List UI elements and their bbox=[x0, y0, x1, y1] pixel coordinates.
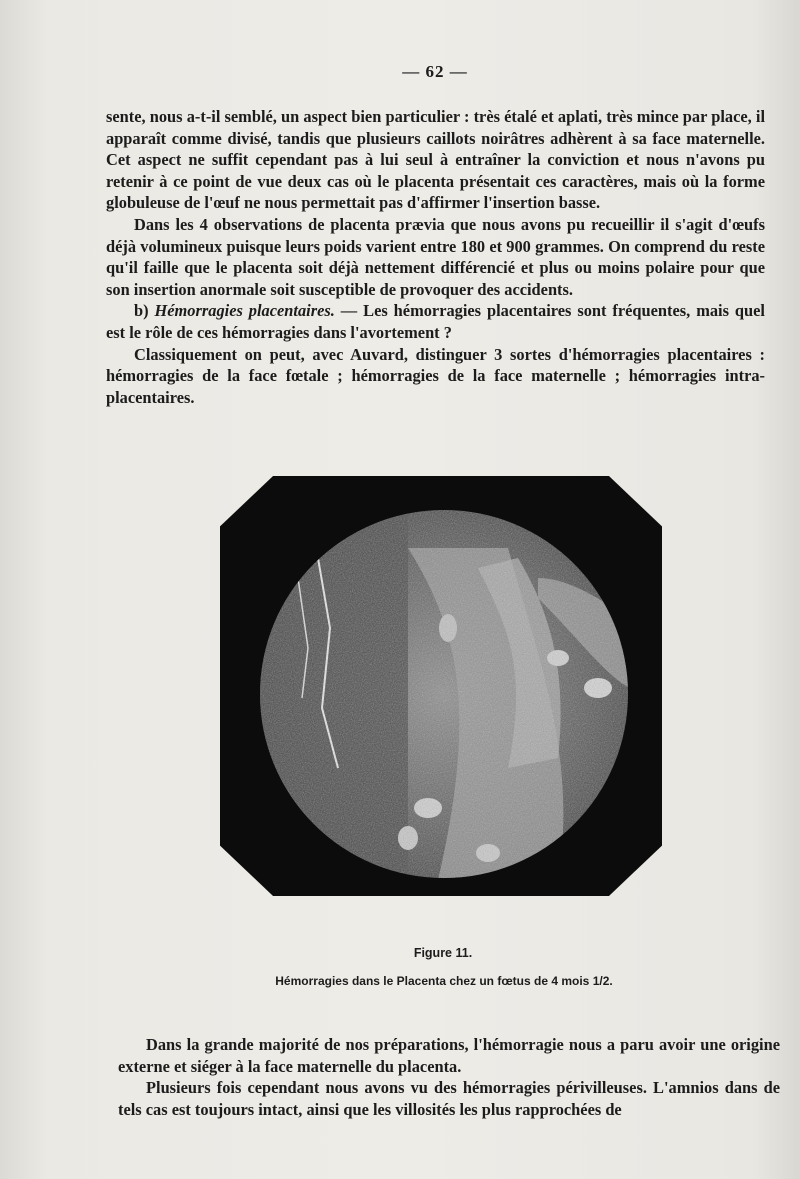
section-b-text: — Les hémorragies placentaires sont fréquentes, mais quel est le rôle de ces hémorragies dans l'avortement ? bbox=[106, 301, 765, 342]
micrograph-image bbox=[258, 508, 630, 880]
figure-photo-frame bbox=[220, 476, 662, 896]
page-number: — 62 — bbox=[402, 62, 468, 81]
paragraph-perivilleuses: Plusieurs fois cependant nous avons vu des hémorragies périvilleuses. L'amnios dans de tels cas est toujours intact, ainsi que les villosités les plus rapprochées de bbox=[118, 1078, 780, 1119]
paragraph-continuation: sente, nous a-t-il semblé, un aspect bien particulier : très étalé et aplati, très mince par place, il apparaît comme divisé, tandis que plusieurs caillots noirâtres adhèrent à sa face maternelle. Cet aspect ne suffit cependant pas à lui seul à entraîner la conviction et nous n'avons pu retenir à ce point de vue deux cas où le placenta présentait ces caractères, mais où la forme globuleuse de l'œuf ne nous permettait pas d'affirmer l'insertion basse. bbox=[106, 107, 765, 213]
section-b-paragraph bbox=[106, 300, 765, 343]
figure-caption: Hémorragies dans le Placenta chez un fœtus de 4 mois 1/2. bbox=[275, 974, 613, 988]
figure-title: Figure 11. bbox=[413, 946, 473, 960]
bottom-text-block bbox=[118, 1034, 780, 1120]
paragraph-majority: Dans la grande majorité de nos préparations, l'hémorragie nous a paru avoir une origine externe et siéger à la face maternelle du placenta. bbox=[118, 1035, 780, 1076]
paragraph-classification: Classiquement on peut, avec Auvard, distinguer 3 sortes d'hémorragies placentaires : hémorragies de la face fœtale ; hémorragies de la face maternelle ; hémorragies intra-placentaires. bbox=[106, 344, 765, 407]
top-text-block bbox=[106, 106, 765, 408]
section-b-heading: Hémorragies placentaires. bbox=[154, 301, 335, 321]
paragraph-placenta-praevia: Dans les 4 observations de placenta prævia que nous avons pu recueillir il s'agit d'œufs déjà volumineux puisque leurs poids varient entre 180 et 900 grammes. On comprend du reste qu'il faille que le placenta soit déjà nettement différencié et plus ou moins polaire pour que son insertion anormale soit susceptible de provoquer des accidents. bbox=[106, 214, 765, 299]
section-b-prefix: b) bbox=[134, 301, 149, 321]
